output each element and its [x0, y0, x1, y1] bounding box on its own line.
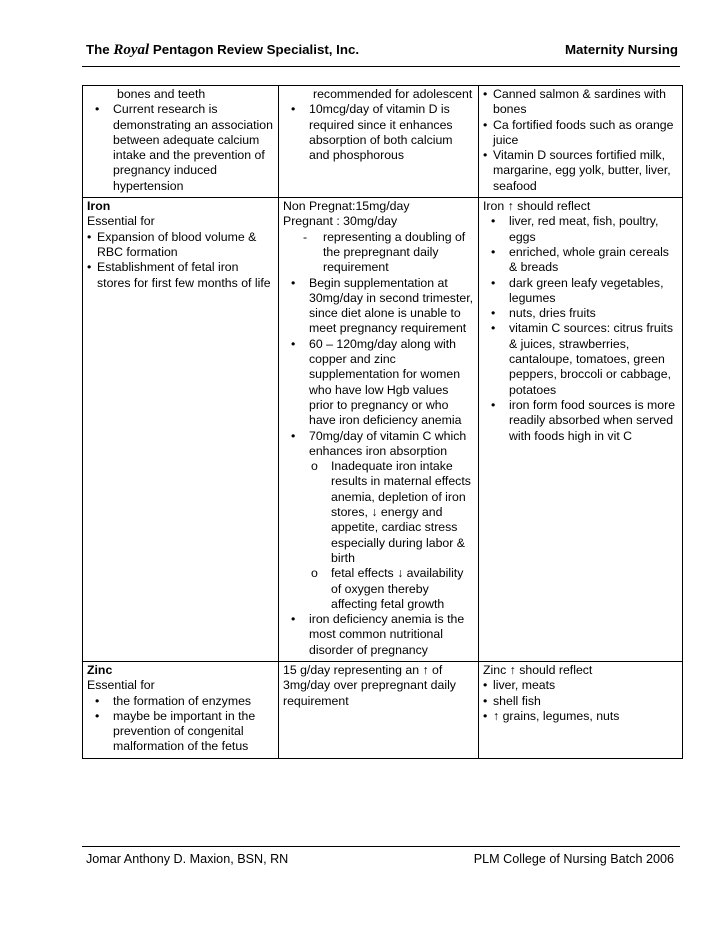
- iron-row: [83, 198, 683, 662]
- page-header: [86, 42, 678, 64]
- calcium-source-item: • Canned salmon & sardines with bones: [483, 87, 679, 118]
- calcium-vitd-item: • 10mcg/day of vitamin D is required since it enhances absorption of both calcium and phosphorous: [283, 102, 475, 163]
- calcium-source-item: • Ca fortified foods such as orange juice: [483, 118, 679, 149]
- iron-requirement-item: [283, 429, 475, 613]
- iron-effect-item: o Inadequate iron intake results in maternal effects anemia, depletion of iron stores, ↓ energy and appetite, cardiac stress especially during labor & birth: [309, 459, 475, 566]
- calcium-row: [83, 86, 683, 198]
- calcium-sources-cell: [479, 86, 683, 198]
- zinc-sources-cell: [479, 661, 683, 758]
- zinc-row: [83, 661, 683, 758]
- iron-function-item: • Expansion of blood volume & RBC formation: [87, 230, 275, 261]
- iron-requirement-item: • iron deficiency anemia is the most common nutritional disorder of pregnancy: [283, 612, 475, 658]
- iron-title: Iron: [87, 199, 111, 214]
- footer-divider: [82, 846, 680, 847]
- iron-source-item: • iron form food sources is more readily absorbed when served with foods high in vit C: [483, 398, 679, 444]
- zinc-title: Zinc: [87, 662, 113, 677]
- header-divider: [82, 66, 680, 67]
- iron-function-item: • Establishment of fetal iron stores for first few months of life: [87, 260, 275, 291]
- header-royal: Royal: [113, 42, 150, 58]
- calcium-research-item: • Current research is demonstrating an association between adequate calcium intake and the prevention of pregnancy induced hypertension: [87, 102, 275, 194]
- zinc-source-item: • shell fish: [483, 694, 679, 709]
- zinc-description-cell: [83, 661, 279, 758]
- zinc-function-item: • the formation of enzymes: [87, 694, 275, 709]
- iron-requirement-item: • 60 – 120mg/day along with copper and zinc supplementation for women who have low Hgb values prior to pregnancy or who have iron deficiency anemia: [283, 337, 475, 429]
- zinc-requirement-text: 15 g/day representing an ↑ of 3mg/day over prepregnant daily requirement: [283, 662, 456, 708]
- iron-pregnant: Pregnant : 30mg/day: [283, 214, 398, 229]
- header-subject: Maternity Nursing: [564, 42, 678, 57]
- calcium-cont-text: bones and teeth: [117, 87, 206, 101]
- calcium-requirement-cell: [279, 86, 479, 198]
- iron-doubling-item: - representing a doubling of the prepregnant daily requirement: [283, 230, 475, 276]
- iron-non-pregnant: Non Pregnat:15mg/day: [283, 199, 410, 214]
- iron-requirement-item: • Begin supplementation at 30mg/day in second trimester, since diet alone is unable to meet pregnancy requirement: [283, 276, 475, 337]
- header-publisher-name: Pentagon Review Specialist, Inc.: [152, 42, 360, 57]
- iron-source-item: • liver, red meat, fish, poultry, eggs: [483, 214, 679, 245]
- zinc-function-item: • maybe be important in the prevention of congenital malformation of the fetus: [87, 709, 275, 755]
- iron-source-item: • enriched, whole grain cereals & breads: [483, 245, 679, 276]
- header-prefix: The: [86, 42, 110, 57]
- iron-description-cell: [83, 198, 279, 662]
- zinc-sources-intro: Zinc ↑ should reflect: [483, 662, 593, 677]
- nutrition-table: [82, 85, 683, 759]
- iron-source-item: • vitamin C sources: citrus fruits & juices, strawberries, cantaloupe, tomatoes, green peppers, broccoli or cabbage, potatoes: [483, 321, 679, 397]
- calcium-description-cell: [83, 86, 279, 198]
- zinc-requirement-cell: [279, 661, 479, 758]
- iron-sources-intro: Iron ↑ should reflect: [483, 199, 591, 214]
- iron-source-item: • nuts, dries fruits: [483, 306, 679, 321]
- footer-author: Jomar Anthony D. Maxion, BSN, RN: [86, 852, 289, 866]
- zinc-source-item: • liver, meats: [483, 678, 679, 693]
- iron-requirement-cell: [279, 198, 479, 662]
- calcium-source-item: • Vitamin D sources fortified milk, margarine, egg yolk, butter, liver, seafood: [483, 148, 679, 194]
- zinc-essential-label: Essential for: [87, 678, 155, 693]
- iron-effect-item: o fetal effects ↓ availability of oxygen thereby affecting fetal growth: [309, 566, 475, 612]
- iron-essential-label: Essential for: [87, 214, 155, 229]
- calcium-adolescent-text: recommended for adolescent: [313, 87, 473, 101]
- zinc-source-item: • ↑ grains, legumes, nuts: [483, 709, 679, 724]
- header-publisher: [86, 42, 359, 59]
- iron-source-item: • dark green leafy vegetables, legumes: [483, 276, 679, 307]
- iron-sources-cell: [479, 198, 683, 662]
- footer-institution: PLM College of Nursing Batch 2006: [473, 852, 674, 866]
- iron-vitc-text: 70mg/day of vitamin C which enhances iron absorption: [309, 428, 467, 458]
